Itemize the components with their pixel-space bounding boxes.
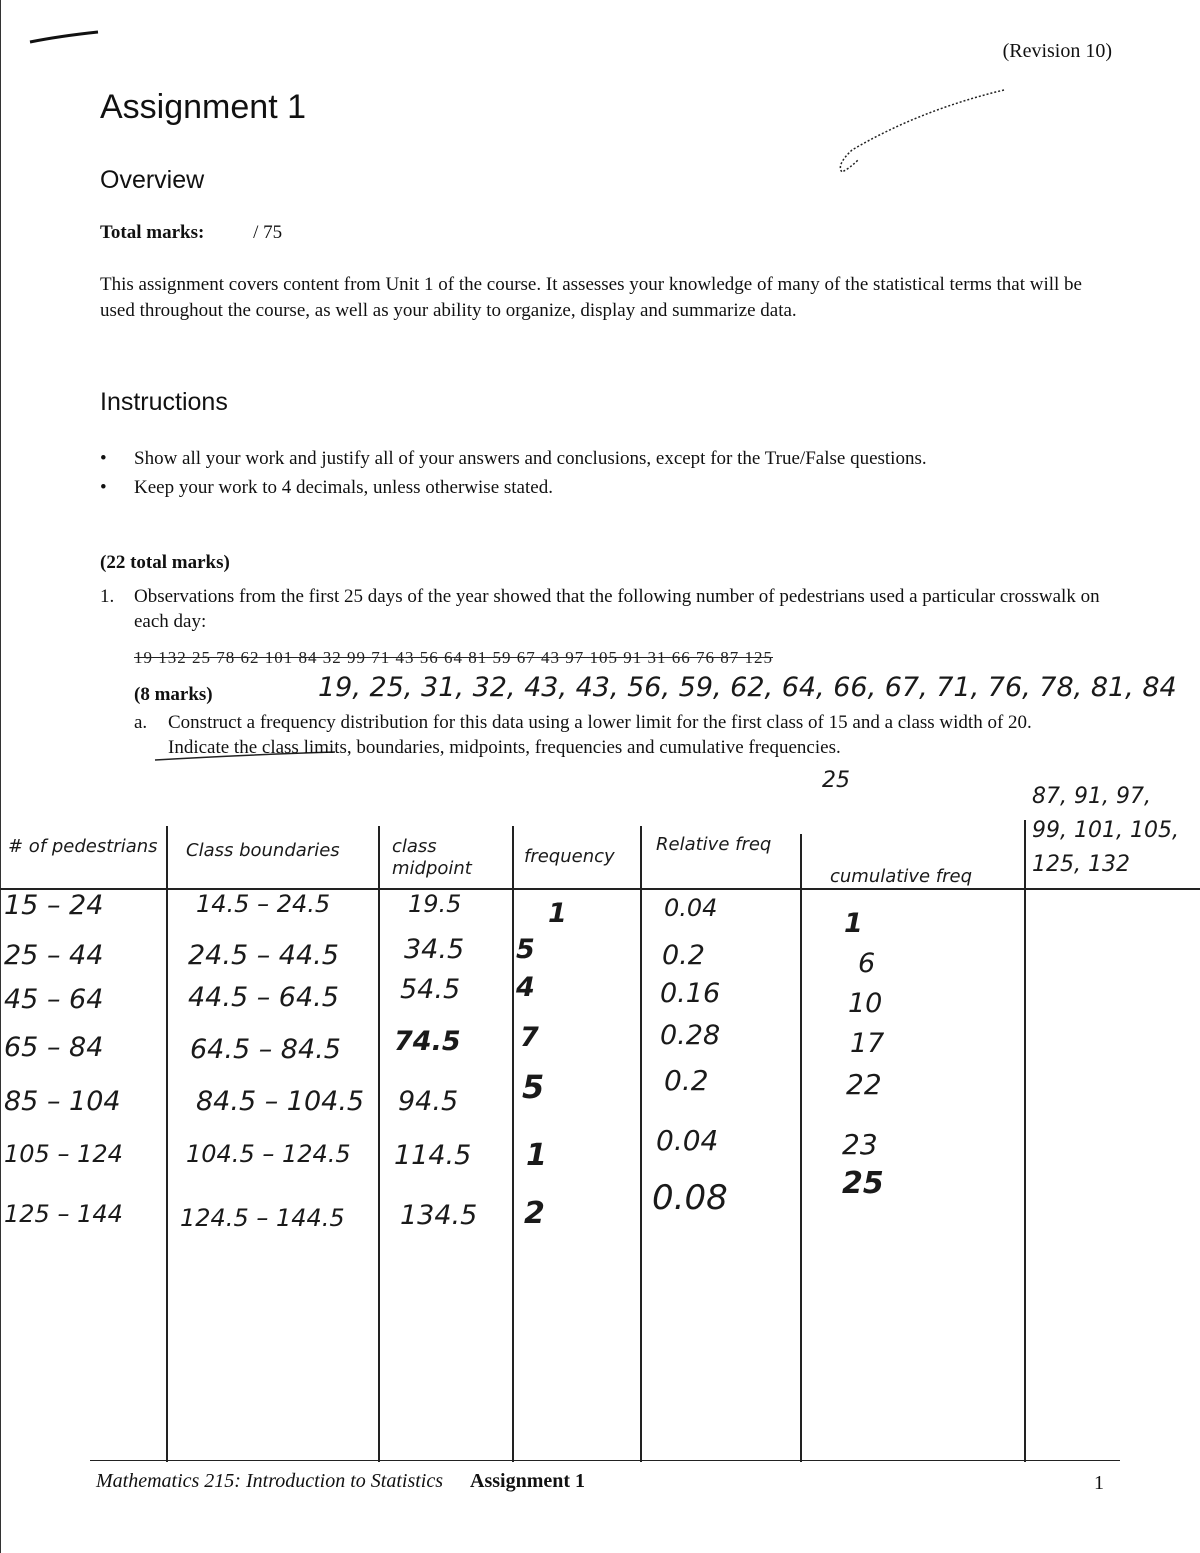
cell-cumulative: 17 [850,1028,885,1059]
header-frequency: frequency [524,846,615,867]
part-a [134,710,1074,760]
question-1 [100,584,1110,634]
cell-relative: 0.04 [656,1124,719,1157]
total-marks [100,222,282,244]
cell-boundaries: 104.5 – 124.5 [186,1140,351,1168]
cell-limits: 15 – 24 [4,890,104,921]
table-divider [512,826,514,1462]
overview-heading: Overview [100,166,205,194]
overview-description: This assignment covers content from Unit 1 of the course. It assesses your knowledge of many of the statistical terms that will be used throughout the course, as well as your ability to organize, display and summarize data. [100,274,1082,321]
table-divider [1024,820,1026,1462]
cell-limits: 125 – 144 [4,1200,123,1228]
footer-assignment: Assignment 1 [470,1470,586,1492]
cell-limits: 65 – 84 [4,1032,104,1063]
instructions-list [100,446,1060,504]
table-divider [166,826,168,1462]
sorted-data-handwritten: 19, 25, 31, 32, 43, 43, 56, 59, 62, 64, 66, 67, 71, 76, 78, 81, 84 [318,672,1177,703]
cell-cumulative: 10 [848,988,883,1019]
header-midpoints: class midpoint [392,836,472,879]
cell-boundaries: 44.5 – 64.5 [188,982,339,1013]
header-relative: Relative freq [656,834,772,855]
question-number: 1. [100,586,115,607]
cell-relative: 0.2 [662,940,705,971]
cell-frequency: 1 [548,898,567,929]
table-header-rule [0,888,1200,890]
cell-boundaries: 64.5 – 84.5 [190,1034,341,1065]
page-number: 1 [1094,1472,1104,1494]
cell-cumulative: 23 [842,1128,878,1161]
sorted-data-cont: 87, 91, 97, 99, 101, 105, 125, 132 [1032,784,1179,877]
instruction-item: • Keep your work to 4 decimals, unless otherwise stated. [100,477,553,498]
cell-midpoint: 114.5 [394,1140,472,1171]
cell-boundaries: 24.5 – 44.5 [188,940,339,971]
cell-midpoint: 34.5 [404,934,465,965]
cell-frequency: 5 [516,934,535,965]
cell-frequency: 1 [526,1138,547,1173]
header-cumulative: cumulative freq [830,866,973,887]
cell-relative: 0.28 [660,1020,721,1051]
cell-midpoint: 19.5 [408,890,462,918]
total-marks-label: Total marks: [100,222,205,243]
cell-midpoint: 94.5 [398,1086,459,1117]
table-divider [800,834,802,1462]
part-a-text: Construct a frequency distribution for this data using a lower limit for the first class of 15 and a class width of 20. Indicate the class limits, boundaries, midpoints, frequencies and cumulative frequencies. [168,712,1032,758]
footer-course: Mathematics 215: Introduction to Statistics [96,1470,444,1492]
header-boundaries: Class boundaries [186,840,340,861]
table-divider [640,826,642,1462]
cell-relative: 0.04 [664,894,718,922]
cell-boundaries: 124.5 – 144.5 [180,1204,345,1232]
page-title: Assignment 1 [100,88,306,126]
header-limits: # of pedestrians [8,836,158,857]
cell-limits: 45 – 64 [4,984,104,1015]
cell-limits: 25 – 44 [4,940,104,971]
cell-midpoint: 74.5 [394,1026,461,1057]
total-marks-value: / 75 [253,222,283,243]
cell-limits: 105 – 124 [4,1140,123,1168]
part-a-marks: (8 marks) [134,684,213,705]
raw-data-crossed: 19 132 25 78 62 101 84 32 99 71 43 56 64 81 59 67 43 97 105 91 31 66 76 87 125 [134,648,773,667]
cell-frequency: 2 [524,1196,545,1231]
cell-midpoint: 54.5 [400,974,461,1005]
cell-frequency: 4 [516,972,535,1003]
cell-boundaries: 14.5 – 24.5 [196,890,331,918]
instructions-heading: Instructions [100,388,228,416]
revision-label: (Revision 10) [1002,40,1112,62]
instruction-item: • Show all your work and justify all of your answers and conclusions, except for the True/False questions. [100,448,927,469]
cell-cumulative: 6 [858,948,876,979]
cell-cumulative: 25 [842,1166,884,1201]
part-a-label: a. [134,712,148,733]
cell-relative: 0.08 [652,1178,728,1218]
cell-boundaries: 84.5 – 104.5 [196,1086,365,1117]
cell-midpoint: 134.5 [400,1200,478,1231]
cell-relative: 0.2 [664,1064,709,1097]
footer [96,1470,585,1493]
table-divider [378,826,380,1462]
cell-cumulative: 22 [846,1068,882,1101]
cell-limits: 85 – 104 [4,1086,121,1117]
cell-frequency: 7 [520,1022,539,1053]
question-text: Observations from the first 25 days of the year showed that the following number of pedestrians used a particular crosswalk on each day: [134,586,1100,632]
question-total-marks: (22 total marks) [100,552,230,573]
cell-cumulative: 1 [844,908,863,939]
footer-rule [90,1460,1120,1461]
cell-frequency: 5 [522,1068,545,1106]
count-note: 25 [822,768,850,793]
cell-relative: 0.16 [660,978,721,1009]
